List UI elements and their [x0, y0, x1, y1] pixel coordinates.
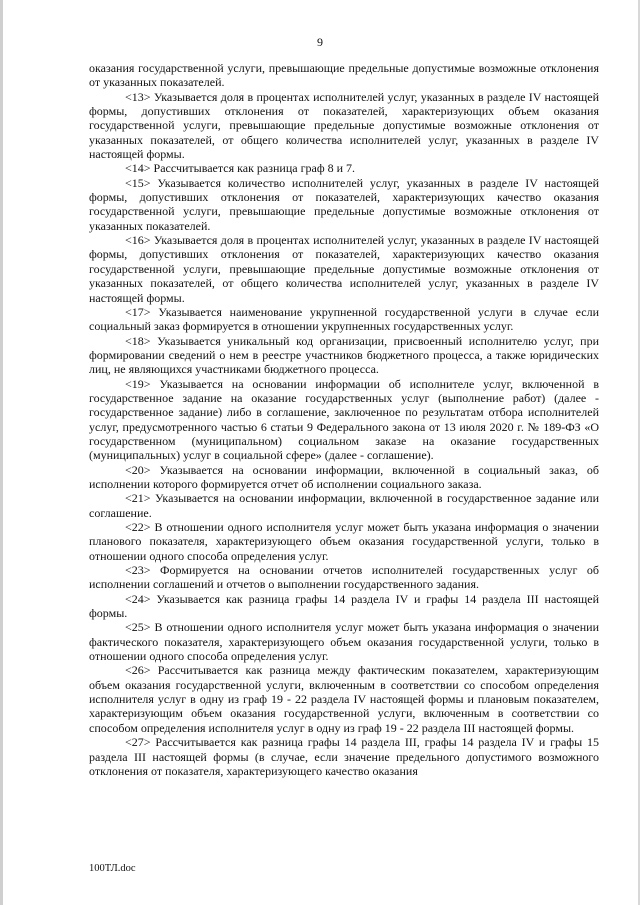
footnote-paragraph: <22> В отношении одного исполнителя услуг может быть указана информация о значении планового показателя, характеризующего объем оказания государственной услуги, только в отношении одного способа определения услуг. — [89, 520, 599, 563]
footnote-paragraph: <15> Указывается количество исполнителей услуг, указанных в разделе IV настоящей формы, допустивших отклонения от показателей, характеризующих качество оказания государственной услуги, превышающие предельные допустимые возможные отклонения от указанных показателей. — [89, 175, 599, 233]
footnote-paragraph: <17> Указывается наименование укрупненной государственной услуги в случае если социальный заказ формируется в отношении укрупненных государственных услуг. — [89, 304, 599, 334]
document-body — [89, 61, 599, 778]
footnote-paragraph: <14> Рассчитывается как разница граф 8 и 7. — [125, 161, 356, 176]
footnote-paragraph: <23> Формируется на основании отчетов исполнителей государственных услуг об исполнении соглашений и отчетов о выполнении государственного задания. — [89, 563, 599, 592]
footnote-paragraph: <27> Рассчитывается как разница графы 14 раздела III, графы 14 раздела IV и графы 15 раздела III настоящей формы (в случае, если значение предельного допустимого возможного отклонения от показателя, характеризующего качество оказания — [89, 735, 599, 778]
footnote-paragraph: <19> Указывается на основании информации об исполнителе услуг, включенной в государственное задание на оказание государственных услуг (выполнение работ) (далее - государственное задание) либо в соглашение, заключенное по результатам отбора исполнителей услуг, предусмотренного частью 6 статьи 9 Федерального закона от 13 июля 2020 г. № 189-ФЗ «О государственном (муниципальном) социальном заказе на оказание государственных (муниципальных) услуг в социальной сфере» (далее - соглашение). — [89, 376, 599, 463]
footnote-paragraph: <18> Указывается уникальный код организации, присвоенный исполнителю услуг, при формировании сведений о нем в реестре участников бюджетного процесса, а также юридических лиц, не являющихся участниками бюджетного процесса. — [89, 333, 599, 377]
footnote-paragraph: <21> Указывается на основании информации, включенной в государственное задание или соглашение. — [89, 491, 599, 520]
scan-left-edge — [0, 0, 3, 905]
footnote-paragraph: <24> Указывается как разница графы 14 раздела IV и графы 14 раздела III настоящей формы. — [89, 591, 599, 621]
footnote-paragraph: <25> В отношении одного исполнителя услуг может быть указана информация о значении фактического показателя, характеризующего объем оказания государственной услуги, только в отношении одного способа определения услуг. — [89, 620, 599, 664]
footnote-paragraph: <13> Указывается доля в процентах исполнителей услуг, указанных в разделе IV настоящей формы, допустивших отклонения от показателей, характеризующих объем оказания государственной услуги, превышающие предельные допустимые возможные отклонения от указанных показателей, от общего количества исполнителей услуг, указанных в разделе IV настоящей формы. — [89, 89, 599, 162]
footnote-paragraph: <20> Указывается на основании информации, включенной в социальный заказ, об исполнении которого формируется отчет об исполнении социального заказа. — [89, 462, 599, 491]
footnote-paragraph: <26> Рассчитывается как разница между фактическим показателем, характеризующим объем оказания государственной услуги, включенным в соответствии со способом определения исполнителя услуг в одну из граф 19 - 22 раздела IV настоящей формы и плановым показателем, характеризующим объем оказания государственной услуги, включенным в соответствии со способом определения исполнителя услуг в одну из граф 19 - 22 раздела III настоящей формы. — [89, 663, 599, 735]
page-number: 9 — [317, 35, 323, 49]
footnote-paragraph: оказания государственной услуги, превышающие предельные допустимые возможные отклонения от указанных показателей. — [89, 61, 599, 90]
footnote-paragraph: <16> Указывается доля в процентах исполнителей услуг, указанных в разделе IV настоящей формы, допустивших отклонения от показателей, характеризующих качество оказания государственной услуги, превышающие предельные допустимые возможные отклонения от указанных показателей, от общего количества исполнителей услуг, указанных в разделе IV настоящей формы. — [89, 233, 599, 305]
footer-filename: 100ТЛ.doc — [89, 863, 136, 874]
